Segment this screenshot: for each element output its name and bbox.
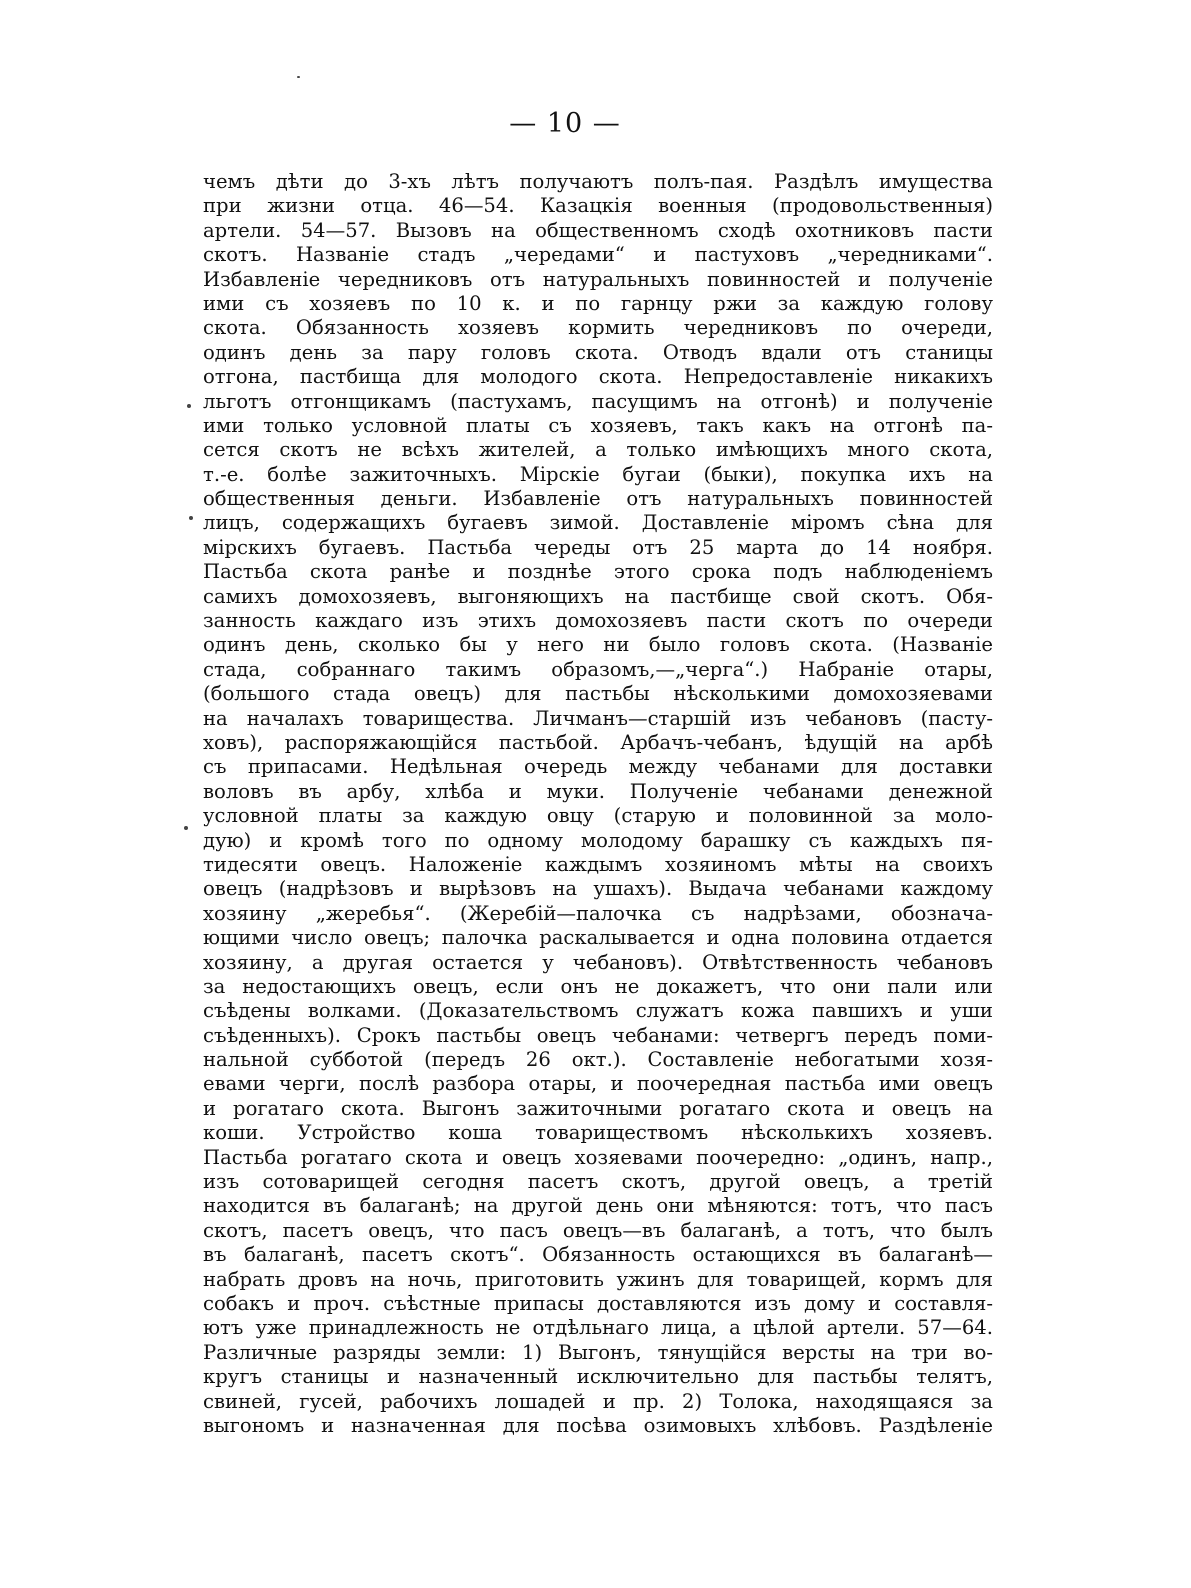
text-line: Избавленіе чередниковъ отъ натуральныхъ повинностей и полученіе bbox=[203, 267, 993, 291]
text-line: набрать дровъ на ночь, приготовить ужинъ для товарищей, кормъ для bbox=[203, 1267, 993, 1291]
text-line: ющими число овецъ; палочка раскалывается и одна половина отдается bbox=[203, 926, 993, 950]
text-line: овецъ (надрѣзовъ и вырѣзовъ на ушахъ). Выдача чебанами каждому bbox=[203, 877, 993, 901]
text-line: выгономъ и назначенная для посѣва озимовыхъ хлѣбовъ. Раздѣленіе bbox=[203, 1413, 993, 1437]
text-line: ховъ), распоряжающійся пастьбой. Арбачъ-чебанъ, ѣдущій на арбѣ bbox=[203, 730, 993, 754]
text-line: ими только условной платы съ хозяевъ, такъ какъ на отгонѣ па- bbox=[203, 413, 993, 437]
text-line: при жизни отца. 46—54. Казацкія военныя (продовольственныя) bbox=[203, 194, 993, 218]
text-line: Пастьба скота ранѣе и позднѣе этого срока подъ наблюденіемъ bbox=[203, 560, 993, 584]
text-line: коши. Устройство коша товариществомъ нѣсколькихъ хозяевъ. bbox=[203, 1121, 993, 1145]
text-line: съѣдены волками. (Доказательствомъ служатъ кожа павшихъ и уши bbox=[203, 999, 993, 1023]
text-line: артели. 54—57. Вызовъ на общественномъ сходѣ охотниковъ пасти bbox=[203, 218, 993, 242]
text-line: хозяину, а другая остается у чебановъ). Отвѣтственность чебановъ bbox=[203, 950, 993, 974]
text-line: скота. Обязанность хозяевъ кормить чередниковъ по очереди, bbox=[203, 316, 993, 340]
scan-speck bbox=[184, 826, 188, 830]
text-line: самихъ домохозяевъ, выгоняющихъ на пастбище свой скотъ. Обя- bbox=[203, 584, 993, 608]
text-line: мірскихъ бугаевъ. Пастьба череды отъ 25 марта до 14 ноября. bbox=[203, 535, 993, 559]
scan-speck bbox=[189, 516, 193, 520]
scan-speck bbox=[187, 404, 191, 408]
body-text bbox=[203, 170, 993, 1438]
text-line: скотъ. Названіе стадъ „чередами“ и пастуховъ „чередниками“. bbox=[203, 243, 993, 267]
text-line: кругъ станицы и назначенный исключительно для пастьбы телятъ, bbox=[203, 1365, 993, 1389]
text-line: хозяину „жеребья“. (Жеребій—палочка съ надрѣзами, обознача- bbox=[203, 901, 993, 925]
text-line: собакъ и проч. съѣстные припасы доставляются изъ дому и составля- bbox=[203, 1291, 993, 1315]
text-line: Различные разряды земли: 1) Выгонъ, тянущійся версты на три во- bbox=[203, 1340, 993, 1364]
text-line: находится въ балаганѣ; на другой день они мѣняются: тотъ, что пасъ bbox=[203, 1194, 993, 1218]
text-line: съ припасами. Недѣльная очередь между чебанами для доставки bbox=[203, 755, 993, 779]
text-line: и рогатаго скота. Выгонъ зажиточными рогатаго скота и овецъ на bbox=[203, 1096, 993, 1120]
text-line: свиней, гусей, рабочихъ лошадей и пр. 2) Толока, находящаяся за bbox=[203, 1389, 993, 1413]
text-line: ютъ уже принадлежность не отдѣльнаго лица, а цѣлой артели. 57—64. bbox=[203, 1316, 993, 1340]
text-line: отгона, пастбища для молодого скота. Непредоставленіе никакихъ bbox=[203, 365, 993, 389]
text-line: евами черги, послѣ разбора отары, и поочередная пастьба ими овецъ bbox=[203, 1072, 993, 1096]
text-line: лицъ, содержащихъ бугаевъ зимой. Доставленіе міромъ сѣна для bbox=[203, 511, 993, 535]
text-line: дую) и кромѣ того по одному молодому барашку съ каждыхъ пя- bbox=[203, 828, 993, 852]
text-line: условной платы за каждую овцу (старую и половинной за моло- bbox=[203, 804, 993, 828]
scan-speck bbox=[297, 76, 300, 78]
text-line: въ балаганѣ, пасетъ скотъ“. Обязанность остающихся въ балаганѣ— bbox=[203, 1243, 993, 1267]
text-line: Пастьба рогатаго скота и овецъ хозяевами поочередно: „одинъ, напр., bbox=[203, 1145, 993, 1169]
text-line: изъ сотоварищей сегодня пасетъ скотъ, другой овецъ, а третій bbox=[203, 1170, 993, 1194]
text-line: сется скотъ не всѣхъ жителей, а только имѣющихъ много скота, bbox=[203, 438, 993, 462]
text-line: льготъ отгонщикамъ (пастухамъ, пасущимъ на отгонѣ) и полученіе bbox=[203, 389, 993, 413]
text-line: (большого стада овецъ) для пастьбы нѣсколькими домохозяевами bbox=[203, 682, 993, 706]
text-line: воловъ въ арбу, хлѣба и муки. Полученіе чебанами денежной bbox=[203, 779, 993, 803]
text-line: нальной субботой (передъ 26 окт.). Составленіе небогатыми хозя- bbox=[203, 1048, 993, 1072]
text-line: стада, собраннаго такимъ образомъ,—„черга“.) Набраніе отары, bbox=[203, 657, 993, 681]
page-number: — 10 — bbox=[509, 108, 621, 139]
text-line: съѣденныхъ). Срокъ пастьбы овецъ чебанами: четвергъ передъ поми- bbox=[203, 1023, 993, 1047]
text-line: одинъ день за пару головъ скота. Отводъ вдали отъ станицы bbox=[203, 340, 993, 364]
text-line: ими съ хозяевъ по 10 к. и по гарнцу ржи за каждую голову bbox=[203, 291, 993, 315]
text-line: скотъ, пасетъ овецъ, что пасъ овецъ—въ балаганѣ, а тотъ, что былъ bbox=[203, 1218, 993, 1242]
text-line: на началахъ товарищества. Личманъ—старшій изъ чебановъ (пасту- bbox=[203, 706, 993, 730]
text-line: занность каждаго изъ этихъ домохозяевъ пасти скотъ по очереди bbox=[203, 609, 993, 633]
text-line: чемъ дѣти до 3-хъ лѣтъ получаютъ полъ-пая. Раздѣлъ имущества bbox=[203, 170, 993, 193]
text-line: за недостающихъ овецъ, если онъ не докажетъ, что они пали или bbox=[203, 974, 993, 998]
text-line: т.-е. болѣе зажиточныхъ. Мірскіе бугаи (быки), покупка ихъ на bbox=[203, 462, 993, 486]
text-line: тидесяти овецъ. Наложеніе каждымъ хозяиномъ мѣты на своихъ bbox=[203, 852, 993, 876]
text-line: общественныя деньги. Избавленіе отъ натуральныхъ повинностей bbox=[203, 487, 993, 511]
text-line: одинъ день, сколько бы у него ни было головъ скота. (Названіе bbox=[203, 633, 993, 657]
